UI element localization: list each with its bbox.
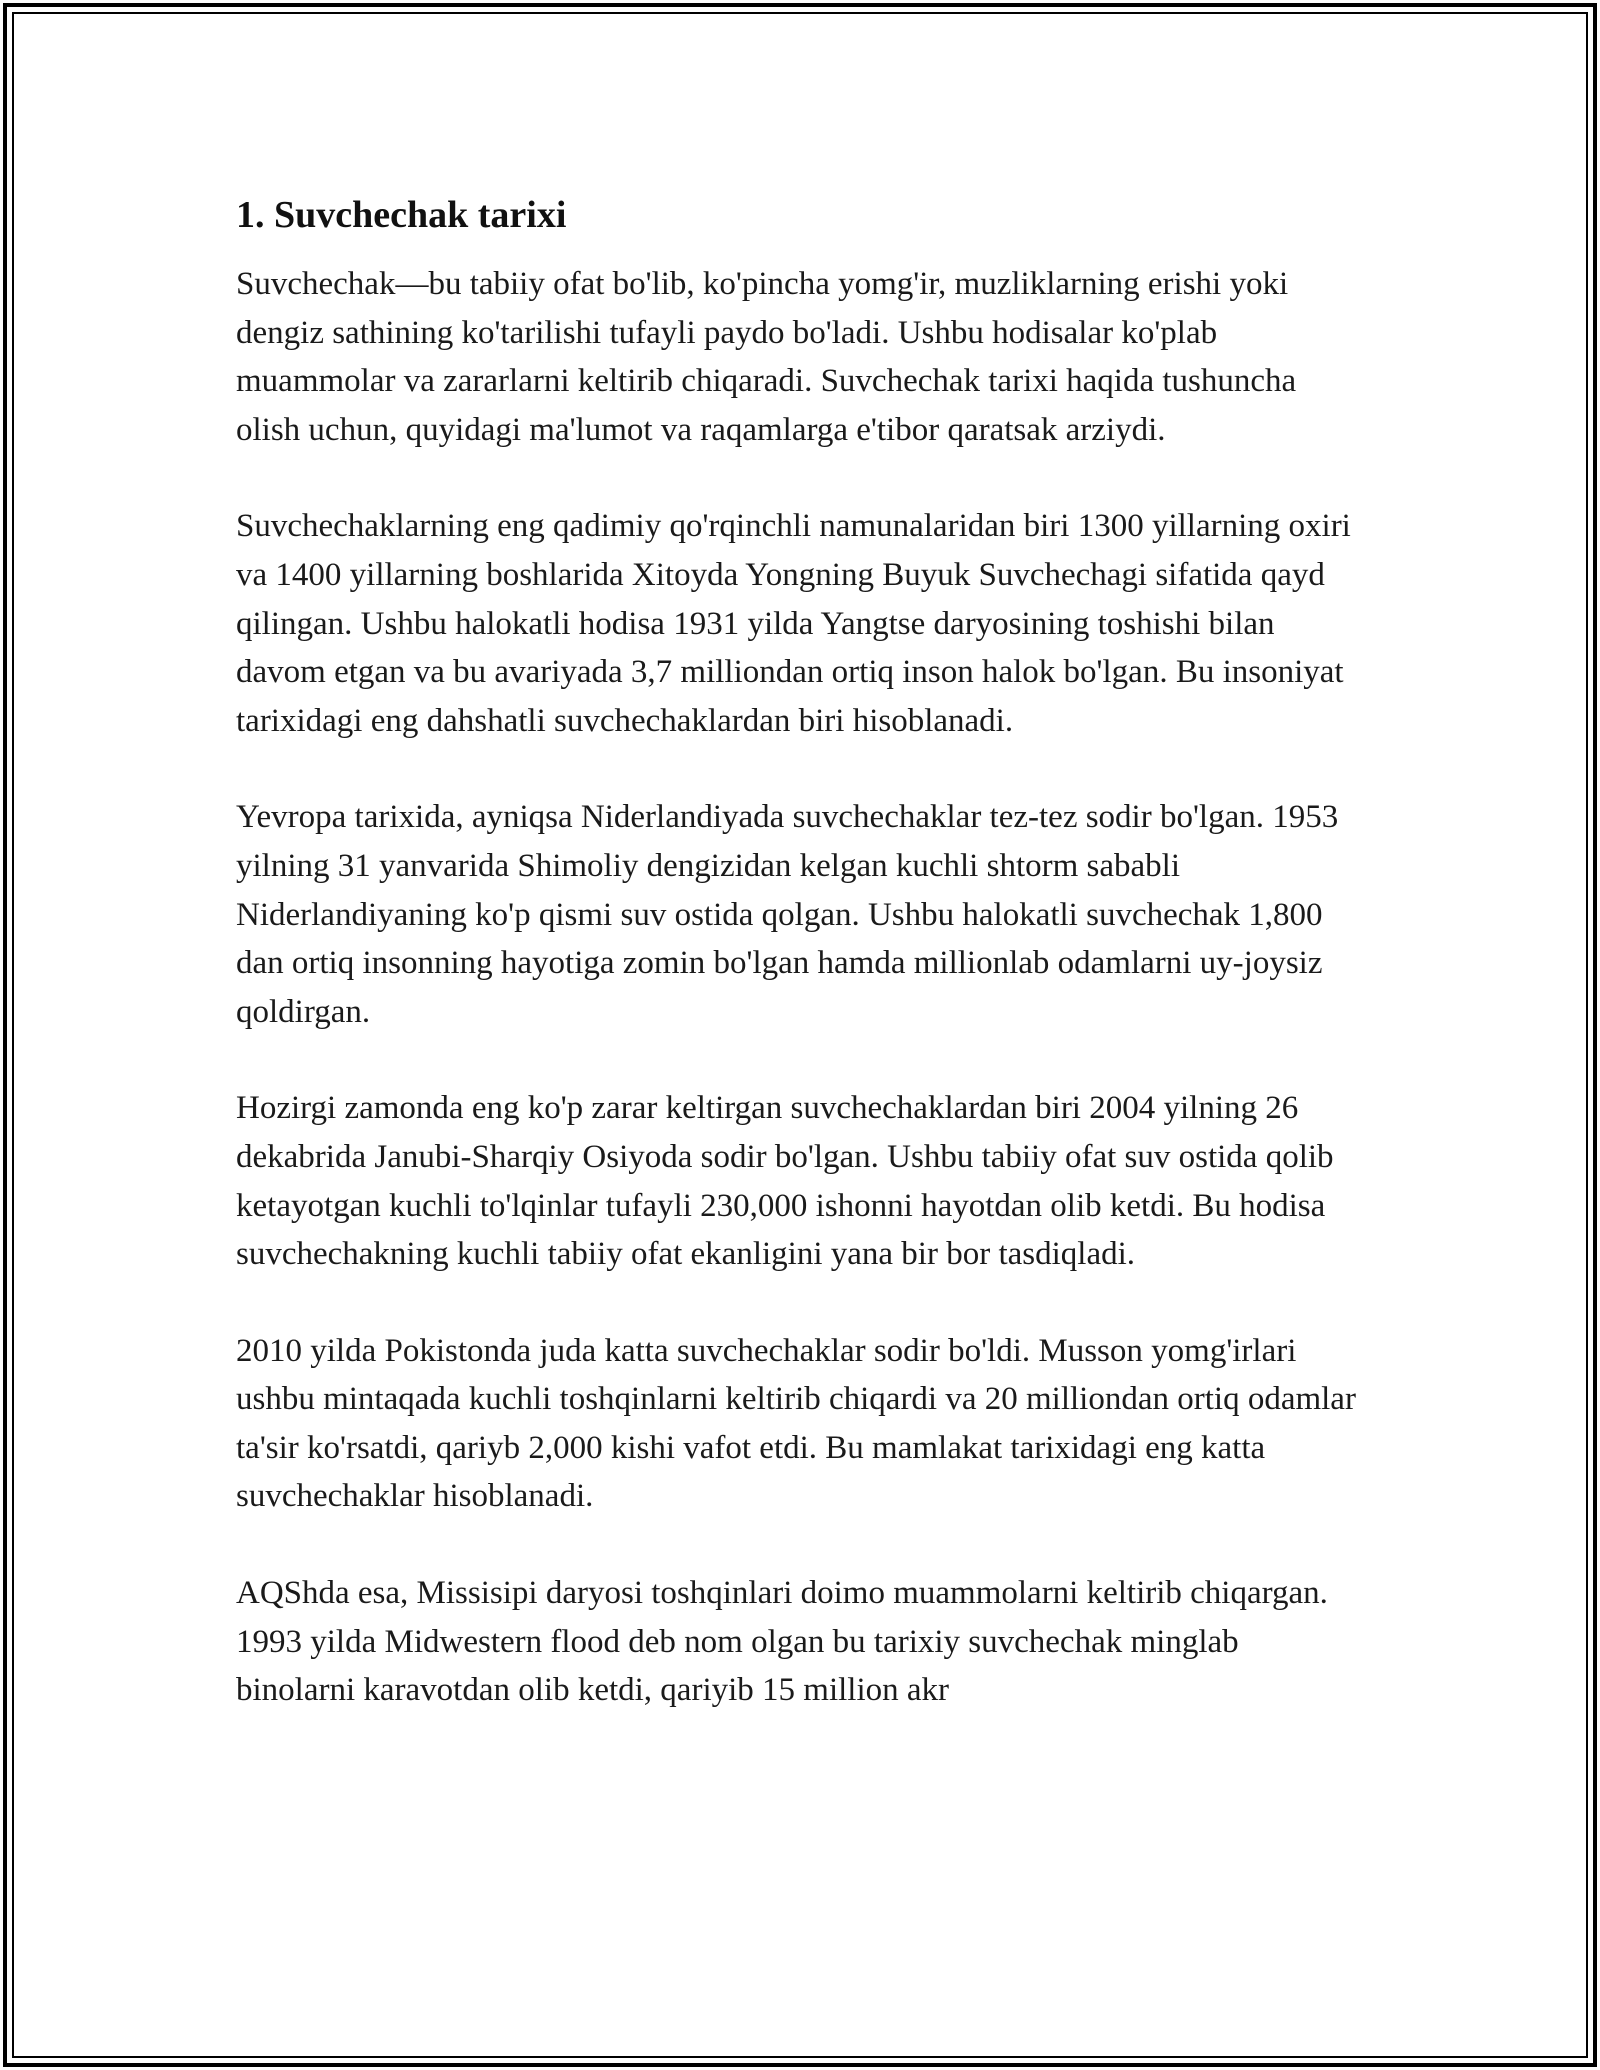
paragraph-2: Suvchechaklarning eng qadimiy qo'rqinchli namunalaridan biri 1300 yillarning oxiri va 1400 yillarning boshlarida Xitoyda Yongning Buyuk Suvchechagi sifatida qayd qilingan. Ushbu halokatli hodisa 1931 yilda Yangtse daryosining toshishi bilan davom etgan va bu avariyada 3,7 milliondan ortiq inson halok bo'lgan. Bu insoniyat tarixidagi eng dahshatli suvchechaklardan biri hisoblanadi.	[236, 508, 1351, 739]
paragraph-4: Hozirgi zamonda eng ko'p zarar keltirgan suvchechaklardan biri 2004 yilning 26 dekabrida Janubi-Sharqiy Osiyoda sodir bo'lgan. Ushbu tabiiy ofat suv ostida qolib ketayotgan kuchli to'lqinlar tufayli 230,000 ishonni hayotdan olib ketdi. Bu hodisa suvchechakning kuchli tabiiy ofat ekanligini yana bir bor tasdiqladi.	[236, 1090, 1334, 1273]
paragraph-3: Yevropa tarixida, ayniqsa Niderlandiyada suvchechaklar tez-tez sodir bo'lgan. 1953 yilning 31 yanvarida Shimoliy dengizidan kelgan kuchli shtorm sababli Niderlandiyaning ko'p qismi suv ostida qolgan. Ushbu halokatli suvchechak 1,800 dan ortiq insonning hayotiga zomin bo'lgan hamda millionlab odamlarni uy-joysiz qoldirgan.	[236, 799, 1339, 1030]
paragraph-6: AQShda esa, Missisipi daryosi toshqinlari doimo muammolarni keltirib chiqargan. 1993 yilda Midwestern flood deb nom olgan bu tarixiy suvchechak minglab binolarni karavotdan olib ketdi, qariyib 15 million akr	[236, 1575, 1328, 1709]
document-body	[236, 186, 1356, 1763]
paragraph-1: Suvchechak—bu tabiiy ofat bo'lib, ko'pincha yomg'ir, muzliklarning erishi yoki dengiz sathining ko'tarilishi tufayli paydo bo'ladi. Ushbu hodisalar ko'plab muammolar va zararlarni keltirib chiqaradi. Suvchechak tarixi haqida tushuncha olish uchun, quyidagi ma'lumot va raqamlarga e'tibor qaratsak arziydi.	[236, 266, 1297, 448]
paragraph-5: 2010 yilda Pokistonda juda katta suvchechaklar sodir bo'ldi. Musson yomg'irlari ushbu mintaqada kuchli toshqinlarni keltirib chiqardi va 20 milliondan ortiq odamlar ta'sir ko'rsatdi, qariyb 2,000 kishi vafot etdi. Bu mamlakat tarixidagi eng katta suvchechaklar hisoblanadi.	[236, 1332, 1356, 1515]
section-title: 1. Suvchechak tarixi	[236, 194, 567, 236]
